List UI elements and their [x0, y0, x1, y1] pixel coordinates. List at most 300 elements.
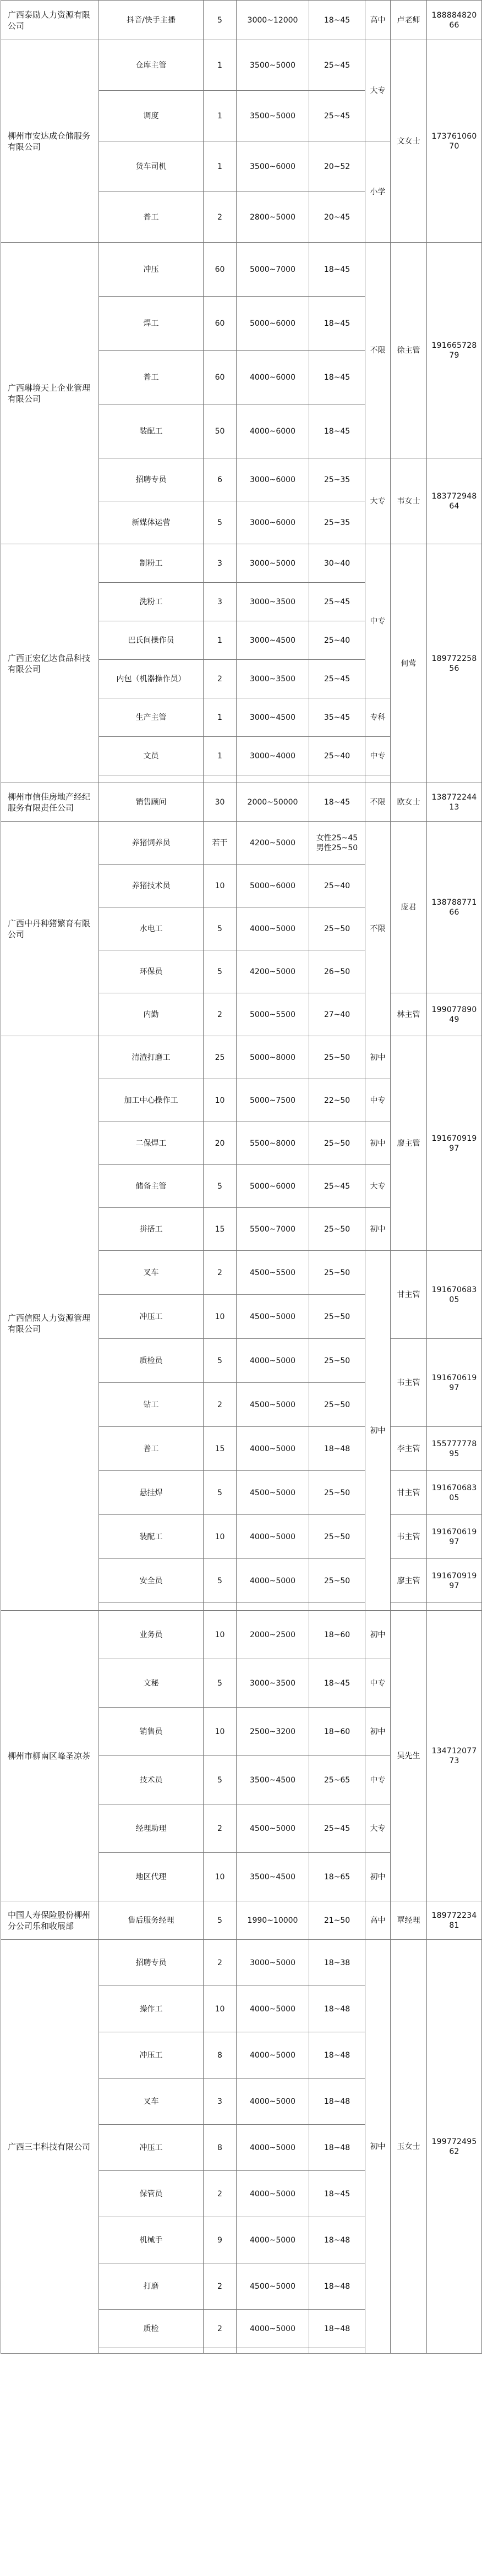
headcount: 2 [204, 1251, 237, 1295]
position-title: 叉车 [99, 2079, 204, 2125]
salary-range: 4200~5000 [237, 950, 309, 993]
contact-phone: 19977249562 [427, 1940, 482, 2354]
position-title: 操作工 [99, 1986, 204, 2032]
education-requirement: 大专 [365, 458, 391, 544]
table-row [1, 40, 482, 91]
education-requirement: 小学 [365, 141, 391, 243]
contact-phone: 19166572879 [427, 243, 482, 458]
position-title: 技术员 [99, 1756, 204, 1804]
education-requirement: 中专 [365, 737, 391, 775]
headcount: 10 [204, 1515, 237, 1559]
salary-range: 4000~5000 [237, 1559, 309, 1603]
contact-phone [427, 1603, 482, 1611]
contact-person: 李主管 [391, 1427, 427, 1471]
education-requirement: 初中 [365, 1611, 391, 1659]
headcount: 2 [204, 192, 237, 243]
position-title: 地区代理 [99, 1853, 204, 1901]
position-title: 养猪技术员 [99, 865, 204, 907]
salary-range: 3000~5000 [237, 544, 309, 583]
contact-phone: 19167091997 [427, 1559, 482, 1603]
contact-phone: 19167061997 [427, 1515, 482, 1559]
education-requirement: 初中 [365, 1853, 391, 1901]
age-range: 18~45 [309, 2171, 365, 2217]
salary-range: 3000~3500 [237, 1659, 309, 1708]
age-range: 18~48 [309, 1427, 365, 1471]
headcount [204, 775, 237, 783]
salary-range: 4500~5000 [237, 1804, 309, 1853]
headcount: 50 [204, 404, 237, 458]
position-title: 叉车 [99, 1251, 204, 1295]
headcount: 5 [204, 1339, 237, 1383]
age-range: 18~48 [309, 2310, 365, 2348]
salary-range: 4000~5000 [237, 1986, 309, 2032]
salary-range: 5000~8000 [237, 1036, 309, 1079]
education-requirement: 中专 [365, 1756, 391, 1804]
age-range: 27~40 [309, 993, 365, 1036]
company-name: 柳州市信佳房地产经纪服务有限责任公司 [1, 783, 99, 822]
salary-range: 3500~5000 [237, 91, 309, 141]
headcount: 若干 [204, 822, 237, 865]
age-range: 25~45 [309, 91, 365, 141]
position-title: 内包（机器操作员） [99, 660, 204, 698]
salary-range: 5000~6000 [237, 865, 309, 907]
salary-range: 3000~6000 [237, 501, 309, 544]
contact-person: 徐主管 [391, 243, 427, 458]
salary-range: 3000~4000 [237, 737, 309, 775]
age-range: 25~40 [309, 737, 365, 775]
contact-person: 林主管 [391, 993, 427, 1036]
headcount: 2 [204, 1383, 237, 1427]
position-title: 机械手 [99, 2217, 204, 2263]
table-row [1, 243, 482, 297]
age-range: 25~50 [309, 1208, 365, 1251]
salary-range: 3000~5000 [237, 1940, 309, 1986]
age-range: 18~45 [309, 1, 365, 40]
age-range: 18~45 [309, 783, 365, 822]
contact-person: 甘主管 [391, 1251, 427, 1339]
headcount: 5 [204, 1559, 237, 1603]
age-range: 25~50 [309, 1122, 365, 1165]
education-requirement: 大专 [365, 40, 391, 141]
headcount: 2 [204, 2263, 237, 2310]
age-range: 18~60 [309, 1611, 365, 1659]
education-requirement: 中专 [365, 1659, 391, 1708]
salary-range: 5500~7000 [237, 1208, 309, 1251]
salary-range: 4000~5000 [237, 2079, 309, 2125]
age-range: 18~65 [309, 1853, 365, 1901]
age-range: 22~50 [309, 1079, 365, 1122]
position-title: 环保员 [99, 950, 204, 993]
salary-range: 4500~5500 [237, 1251, 309, 1295]
job-table [1, 0, 482, 2354]
position-title: 悬挂焊 [99, 1471, 204, 1515]
education-requirement [365, 775, 391, 783]
headcount: 25 [204, 1036, 237, 1079]
contact-phone: 18977225856 [427, 544, 482, 783]
contact-person: 甘主管 [391, 1471, 427, 1515]
education-requirement: 高中 [365, 1901, 391, 1940]
contact-person: 韦主管 [391, 1339, 427, 1427]
salary-range: 2500~3200 [237, 1708, 309, 1756]
salary-range: 4000~5000 [237, 2217, 309, 2263]
headcount: 30 [204, 783, 237, 822]
company-name: 广西信熙人力资源管理有限公司 [1, 1036, 99, 1611]
headcount: 10 [204, 1079, 237, 1122]
salary-range: 3500~5000 [237, 40, 309, 91]
headcount: 2 [204, 1940, 237, 1986]
age-range: 18~48 [309, 1986, 365, 2032]
education-requirement: 初中 [365, 1208, 391, 1251]
salary-range: 4000~5000 [237, 2125, 309, 2171]
position-title: 普工 [99, 351, 204, 404]
education-requirement: 专科 [365, 698, 391, 737]
position-title: 保管员 [99, 2171, 204, 2217]
position-title: 售后服务经理 [99, 1901, 204, 1940]
salary-range: 3500~4500 [237, 1756, 309, 1804]
headcount: 2 [204, 1804, 237, 1853]
contact-person: 覃经理 [391, 1901, 427, 1940]
contact-person: 庞君 [391, 822, 427, 993]
headcount: 15 [204, 1427, 237, 1471]
headcount: 5 [204, 1901, 237, 1940]
headcount: 1 [204, 621, 237, 660]
company-name: 柳州市柳南区峰圣凉茶 [1, 1611, 99, 1901]
company-name: 中国人寿保险股份柳州分公司乐和收展部 [1, 1901, 99, 1940]
age-range [309, 1603, 365, 1611]
age-range: 25~40 [309, 865, 365, 907]
headcount: 10 [204, 1611, 237, 1659]
contact-person: 卢老师 [391, 1, 427, 40]
position-title: 冲压工 [99, 2032, 204, 2079]
salary-range: 5000~7500 [237, 1079, 309, 1122]
age-range: 18~48 [309, 2263, 365, 2310]
salary-range [237, 775, 309, 783]
salary-range: 4000~6000 [237, 404, 309, 458]
age-range: 25~50 [309, 1471, 365, 1515]
headcount: 10 [204, 865, 237, 907]
education-requirement: 大专 [365, 1165, 391, 1208]
position-title: 拼搭工 [99, 1208, 204, 1251]
position-title: 销售员 [99, 1708, 204, 1756]
position-title: 调度 [99, 91, 204, 141]
table-row [1, 1940, 482, 1986]
age-range: 25~40 [309, 621, 365, 660]
education-requirement: 高中 [365, 1, 391, 40]
position-title: 冲压工 [99, 1295, 204, 1339]
headcount: 1 [204, 91, 237, 141]
age-range: 35~45 [309, 698, 365, 737]
age-range: 25~50 [309, 1036, 365, 1079]
salary-range [237, 2348, 309, 2354]
age-range: 25~50 [309, 907, 365, 950]
position-title: 业务员 [99, 1611, 204, 1659]
age-range: 25~50 [309, 1251, 365, 1295]
headcount: 10 [204, 1986, 237, 2032]
position-title: 清渣打磨工 [99, 1036, 204, 1079]
headcount: 5 [204, 501, 237, 544]
education-requirement: 大专 [365, 1804, 391, 1853]
salary-range: 4000~5000 [237, 907, 309, 950]
salary-range: 5000~6000 [237, 1165, 309, 1208]
salary-range: 3000~4500 [237, 698, 309, 737]
contact-phone: 19167091997 [427, 1036, 482, 1251]
contact-person: 吴先生 [391, 1611, 427, 1901]
education-requirement: 初中 [365, 1940, 391, 2354]
headcount [204, 1603, 237, 1611]
contact-person: 韦主管 [391, 1515, 427, 1559]
job-table-body [1, 1, 482, 2354]
company-name: 广西中丹种猪繁育有限公司 [1, 822, 99, 1036]
salary-range: 4000~5000 [237, 2310, 309, 2348]
position-title: 经理助理 [99, 1804, 204, 1853]
table-row [1, 544, 482, 583]
position-title: 质检 [99, 2310, 204, 2348]
salary-range: 3000~3500 [237, 660, 309, 698]
headcount: 10 [204, 1853, 237, 1901]
position-title: 生产主管 [99, 698, 204, 737]
age-range: 25~50 [309, 1559, 365, 1603]
headcount: 10 [204, 1295, 237, 1339]
headcount: 5 [204, 1471, 237, 1515]
position-title: 安全员 [99, 1559, 204, 1603]
contact-phone: 13878877166 [427, 822, 482, 993]
position-title: 储备主管 [99, 1165, 204, 1208]
contact-phone: 13471207773 [427, 1611, 482, 1901]
position-title: 制粉工 [99, 544, 204, 583]
headcount: 60 [204, 297, 237, 351]
age-range: 30~40 [309, 544, 365, 583]
contact-person: 廖主管 [391, 1036, 427, 1251]
age-range: 18~48 [309, 2079, 365, 2125]
company-name: 广西三丰科技有限公司 [1, 1940, 99, 2354]
position-title [99, 2348, 204, 2354]
position-title [99, 1603, 204, 1611]
age-range: 18~45 [309, 404, 365, 458]
headcount: 1 [204, 698, 237, 737]
contact-person: 韦女士 [391, 458, 427, 544]
education-requirement: 初中 [365, 1122, 391, 1165]
age-range: 25~45 [309, 583, 365, 621]
position-title: 打磨 [99, 2263, 204, 2310]
salary-range: 4500~5000 [237, 1471, 309, 1515]
position-title [99, 775, 204, 783]
age-range: 25~50 [309, 1383, 365, 1427]
salary-range [237, 1603, 309, 1611]
position-title: 冲压 [99, 243, 204, 297]
salary-range: 4500~5000 [237, 1383, 309, 1427]
position-title: 招聘专员 [99, 1940, 204, 1986]
age-range: 25~45 [309, 660, 365, 698]
headcount: 3 [204, 2079, 237, 2125]
company-name: 广西正宏亿达食品科技有限公司 [1, 544, 99, 783]
age-range: 18~48 [309, 2217, 365, 2263]
position-title: 新媒体运营 [99, 501, 204, 544]
age-range: 20~45 [309, 192, 365, 243]
salary-range: 3500~4500 [237, 1853, 309, 1901]
position-title: 二保焊工 [99, 1122, 204, 1165]
headcount: 5 [204, 1659, 237, 1708]
headcount: 3 [204, 544, 237, 583]
position-title: 装配工 [99, 404, 204, 458]
age-range: 18~60 [309, 1708, 365, 1756]
contact-phone: 19907789049 [427, 993, 482, 1036]
salary-range: 4500~5000 [237, 1295, 309, 1339]
contact-person: 欧女士 [391, 783, 427, 822]
contact-person: 何莺 [391, 544, 427, 783]
position-title: 货车司机 [99, 141, 204, 192]
table-row [1, 783, 482, 822]
table-row [1, 1611, 482, 1659]
headcount: 5 [204, 1165, 237, 1208]
table-row [1, 1, 482, 40]
headcount: 2 [204, 2171, 237, 2217]
headcount: 8 [204, 2032, 237, 2079]
contact-phone: 18888482066 [427, 1, 482, 40]
age-range: 25~45 [309, 1804, 365, 1853]
headcount: 3 [204, 583, 237, 621]
position-title: 销售顾问 [99, 783, 204, 822]
education-requirement: 不限 [365, 783, 391, 822]
headcount: 60 [204, 243, 237, 297]
position-title: 仓库主管 [99, 40, 204, 91]
salary-range: 5500~8000 [237, 1122, 309, 1165]
contact-phone: 13877224413 [427, 783, 482, 822]
age-range: 26~50 [309, 950, 365, 993]
age-range: 18~45 [309, 1659, 365, 1708]
education-requirement: 中专 [365, 544, 391, 698]
age-range: 25~50 [309, 1515, 365, 1559]
age-range: 25~35 [309, 501, 365, 544]
education-requirement: 不限 [365, 822, 391, 1036]
education-requirement: 初中 [365, 1708, 391, 1756]
salary-range: 3000~3500 [237, 583, 309, 621]
salary-range: 4000~5000 [237, 2032, 309, 2079]
company-name: 广西琳境天上企业管理有限公司 [1, 243, 99, 544]
table-row [1, 1901, 482, 1940]
age-range: 25~65 [309, 1756, 365, 1804]
contact-phone: 19167061997 [427, 1339, 482, 1427]
table-row [1, 1036, 482, 1079]
salary-range: 2000~2500 [237, 1611, 309, 1659]
contact-phone: 15577777895 [427, 1427, 482, 1471]
salary-range: 4200~5000 [237, 822, 309, 865]
salary-range: 4000~5000 [237, 1515, 309, 1559]
salary-range: 4000~5000 [237, 1427, 309, 1471]
salary-range: 3000~12000 [237, 1, 309, 40]
salary-range: 2000~50000 [237, 783, 309, 822]
contact-phone: 18377294864 [427, 458, 482, 544]
age-range: 18~45 [309, 351, 365, 404]
company-name: 广西泰励人力资源有限公司 [1, 1, 99, 40]
age-range: 18~48 [309, 2125, 365, 2171]
headcount: 60 [204, 351, 237, 404]
position-title: 加工中心操作工 [99, 1079, 204, 1122]
position-title: 装配工 [99, 1515, 204, 1559]
contact-phone: 19167068305 [427, 1471, 482, 1515]
headcount [204, 2348, 237, 2354]
headcount: 8 [204, 2125, 237, 2171]
salary-range: 3000~6000 [237, 458, 309, 501]
salary-range: 3000~4500 [237, 621, 309, 660]
headcount: 1 [204, 737, 237, 775]
position-title: 普工 [99, 192, 204, 243]
headcount: 6 [204, 458, 237, 501]
position-title: 抖音/快手主播 [99, 1, 204, 40]
salary-range: 4000~5000 [237, 2171, 309, 2217]
position-title: 养猪饲养员 [99, 822, 204, 865]
position-title: 文员 [99, 737, 204, 775]
contact-person: 廖主管 [391, 1559, 427, 1603]
contact-person: 文女士 [391, 40, 427, 243]
headcount: 5 [204, 907, 237, 950]
age-range: 25~45 [309, 40, 365, 91]
headcount: 5 [204, 950, 237, 993]
age-range: 25~50 [309, 1339, 365, 1383]
age-range: 女性25~45 男性25~50 [309, 822, 365, 865]
age-range: 20~52 [309, 141, 365, 192]
age-range: 18~48 [309, 2032, 365, 2079]
education-requirement: 中专 [365, 1079, 391, 1122]
education-requirement: 初中 [365, 1036, 391, 1079]
contact-person: 玉女士 [391, 1940, 427, 2354]
contact-phone: 17376106070 [427, 40, 482, 243]
headcount: 2 [204, 2310, 237, 2348]
salary-range: 5000~6000 [237, 297, 309, 351]
position-title: 巴氏间操作员 [99, 621, 204, 660]
headcount: 5 [204, 1, 237, 40]
age-range: 25~35 [309, 458, 365, 501]
age-range [309, 2348, 365, 2354]
age-range: 18~45 [309, 297, 365, 351]
age-range: 18~45 [309, 243, 365, 297]
position-title: 招聘专员 [99, 458, 204, 501]
salary-range: 5000~7000 [237, 243, 309, 297]
salary-range: 2800~5000 [237, 192, 309, 243]
position-title: 普工 [99, 1427, 204, 1471]
table-row [1, 822, 482, 865]
salary-range: 4500~5000 [237, 2263, 309, 2310]
contact-phone: 19167068305 [427, 1251, 482, 1339]
headcount: 1 [204, 40, 237, 91]
headcount: 9 [204, 2217, 237, 2263]
position-title: 焊工 [99, 297, 204, 351]
position-title: 钻工 [99, 1383, 204, 1427]
headcount: 5 [204, 1756, 237, 1804]
age-range: 25~45 [309, 1165, 365, 1208]
position-title: 冲压工 [99, 2125, 204, 2171]
education-requirement: 初中 [365, 1251, 391, 1611]
contact-person [391, 1603, 427, 1611]
headcount: 2 [204, 993, 237, 1036]
position-title: 文秘 [99, 1659, 204, 1708]
position-title: 质检员 [99, 1339, 204, 1383]
headcount: 2 [204, 660, 237, 698]
education-requirement: 不限 [365, 243, 391, 458]
company-name: 柳州市安达成仓储服务有限公司 [1, 40, 99, 243]
salary-range: 3500~6000 [237, 141, 309, 192]
age-range: 21~50 [309, 1901, 365, 1940]
headcount: 1 [204, 141, 237, 192]
age-range [309, 775, 365, 783]
position-title: 内勤 [99, 993, 204, 1036]
salary-range: 4000~5000 [237, 1339, 309, 1383]
salary-range: 5000~5500 [237, 993, 309, 1036]
headcount: 20 [204, 1122, 237, 1165]
age-range: 25~50 [309, 1295, 365, 1339]
position-title: 水电工 [99, 907, 204, 950]
contact-phone: 18977223481 [427, 1901, 482, 1940]
job-listing-sheet [1, 0, 481, 2354]
